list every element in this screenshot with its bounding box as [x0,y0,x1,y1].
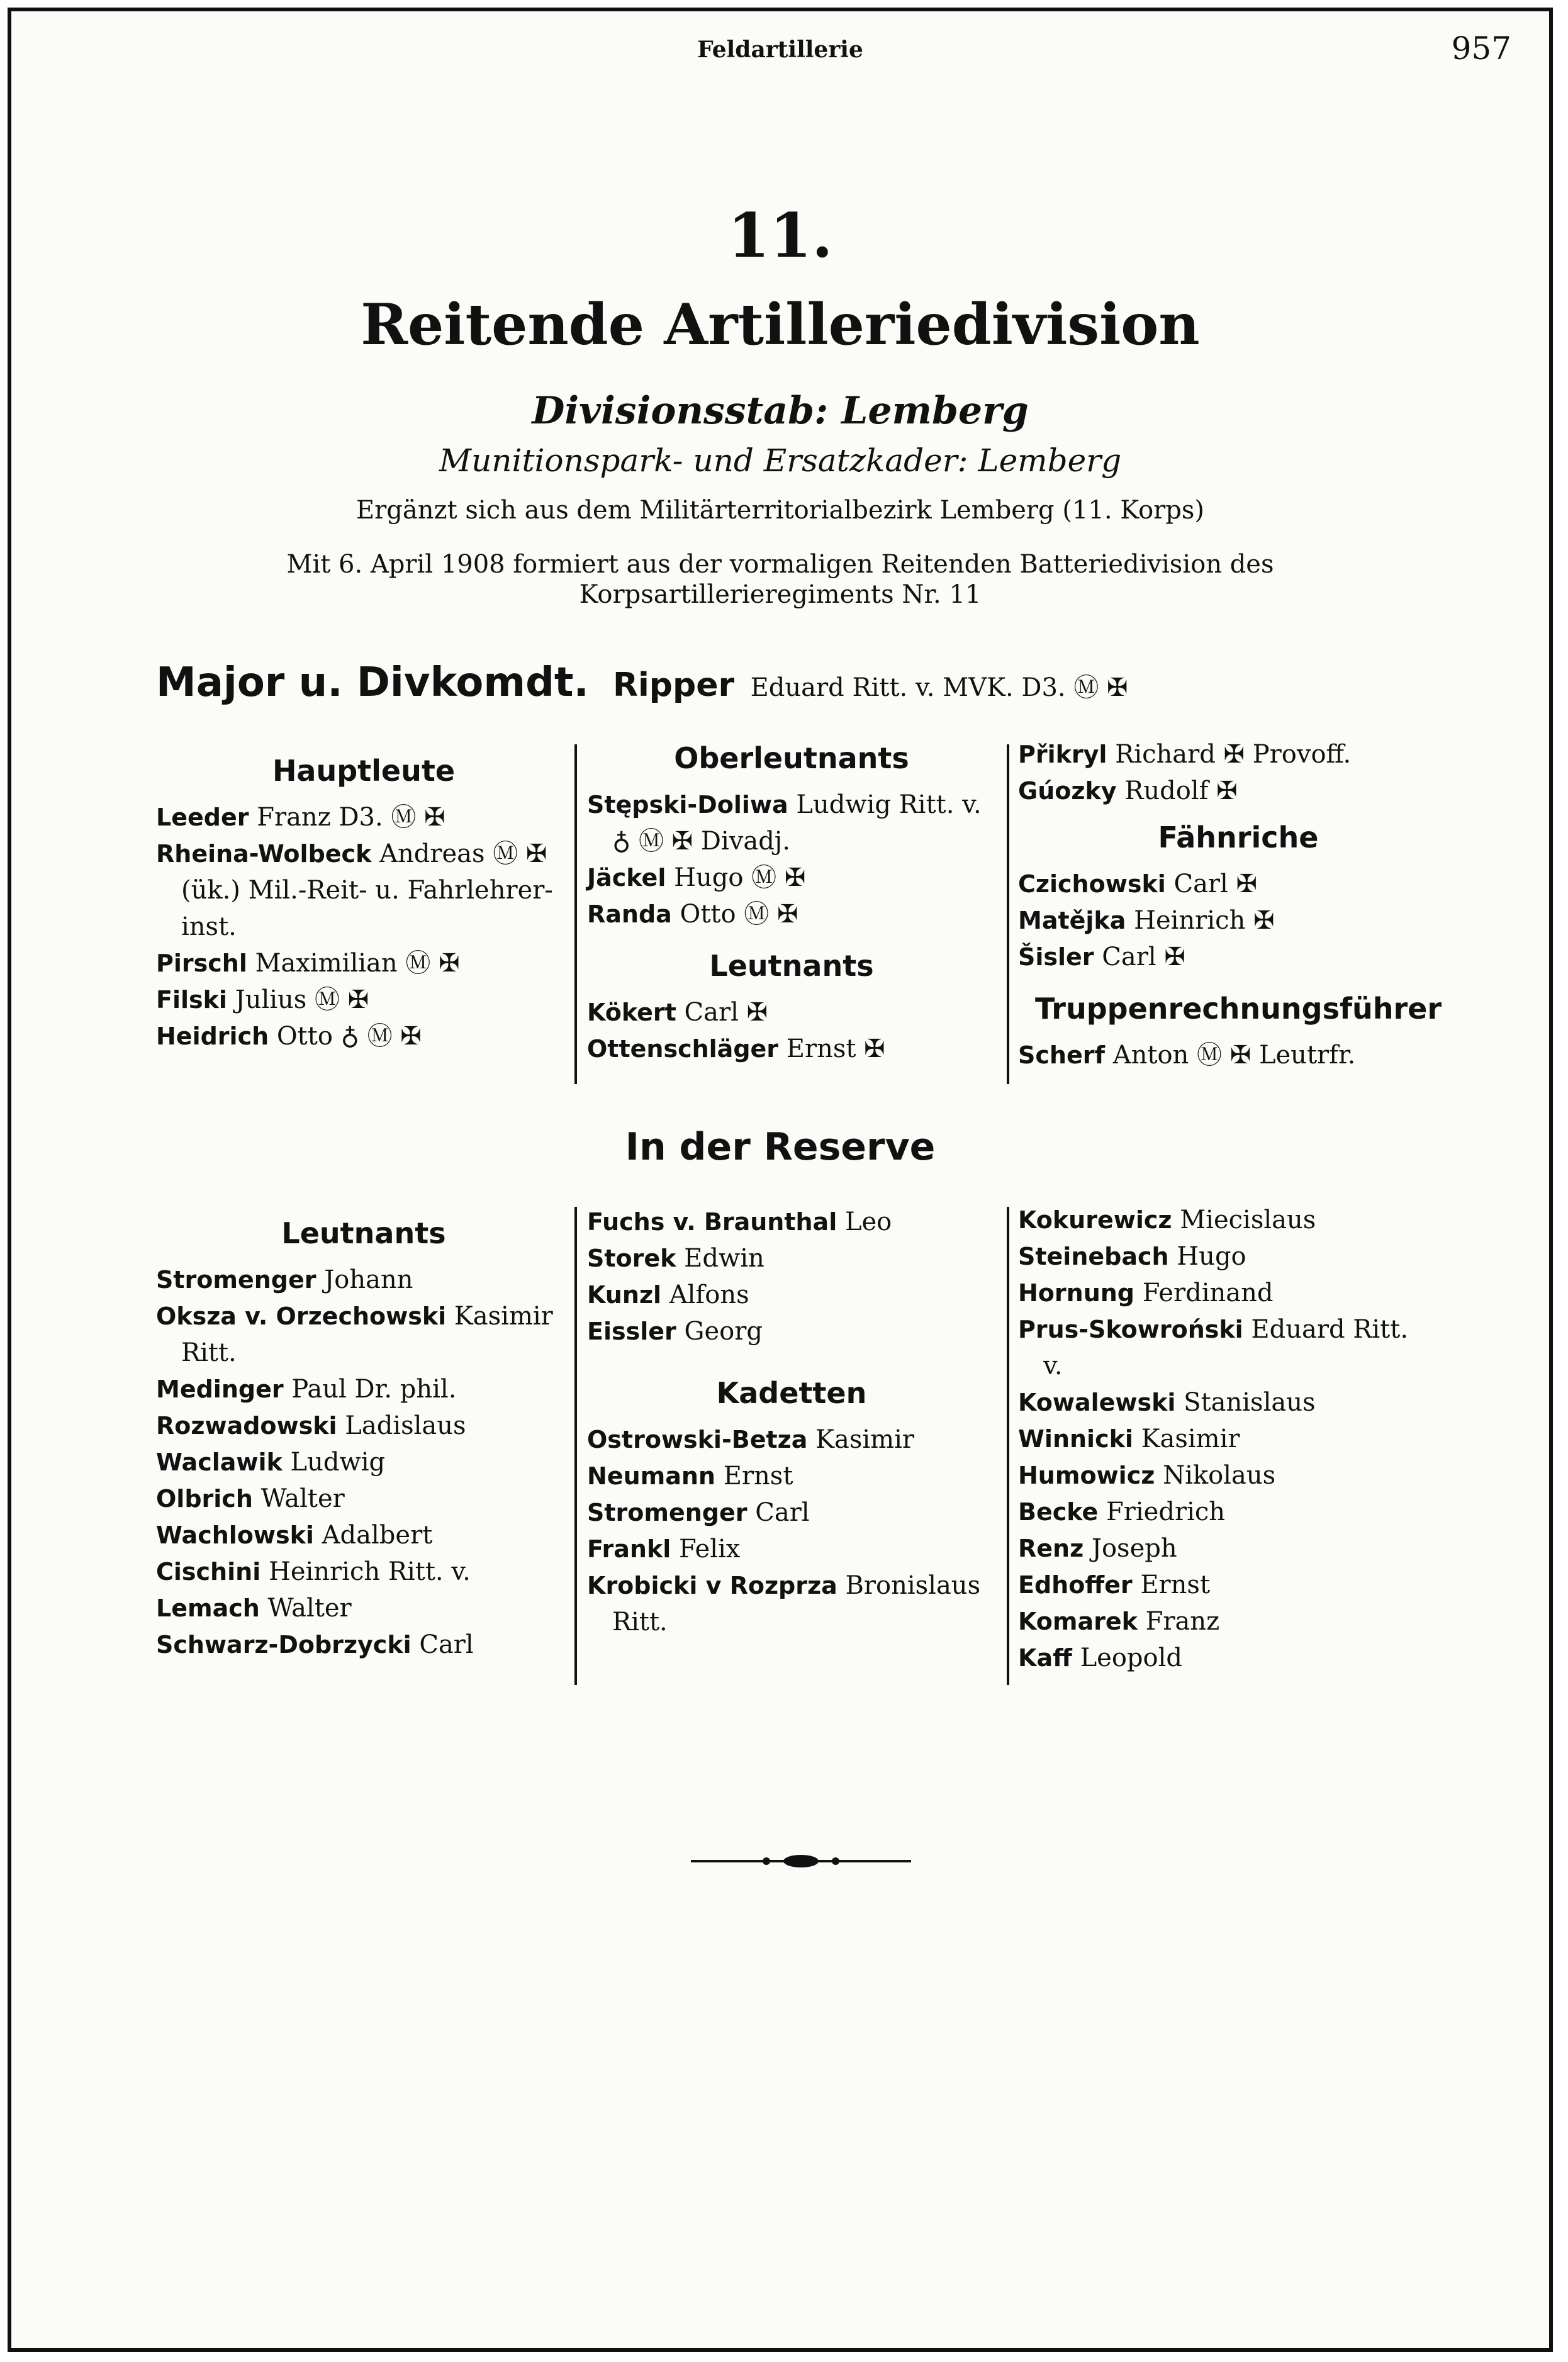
roster-list [587,994,996,1067]
section-title-faehnriche: Fähnriche [1158,820,1319,854]
reserve-col-3 [1018,1202,1459,1676]
entry-details: Julius Ⓜ ✠ [235,985,369,1014]
entry-details: Kasimir [815,1425,915,1454]
entry-surname: Pirschl [156,949,247,977]
entry-continuation: ♁ Ⓜ ✠ Divadj. [612,827,790,856]
entry-details: Carl ✠ [684,998,768,1027]
entry-details: Ludwig Ritt. v. [796,790,982,819]
entry-surname: Winnicki [1018,1425,1133,1453]
column-divider [574,1207,577,1685]
roster-entry [587,859,996,896]
running-header: Feldartillerie [697,36,863,63]
entry-surname: Medinger [156,1375,284,1403]
entry-details: Rudolf ✠ [1124,776,1238,805]
column-divider [1007,744,1009,1084]
formation-note: Mit 6. April 1908 formiert aus der vormaligen Reitenden Batteriedivision des Korpsartillerieregiments Nr. 11 [286,550,1274,609]
page-number: 957 [1451,30,1511,67]
roster-entry [1018,1202,1459,1238]
entry-surname: Lemach [156,1594,260,1622]
roster-entry [156,1298,571,1371]
roster-list [156,799,571,1055]
reserve-col-2 [587,1204,996,1640]
roster-entry [156,1371,571,1408]
roster-list [1018,1202,1459,1676]
entry-details: Otto Ⓜ ✠ [680,900,798,929]
column-divider [1007,1207,1009,1685]
roster-entry [1018,1603,1459,1640]
roster-entry [156,1517,571,1553]
entry-surname: Schwarz-Dobrzycki [156,1631,412,1659]
entry-details: Kasimir [1141,1424,1240,1453]
entry-details: Paul Dr. phil. [291,1375,457,1404]
entry-details: Anton Ⓜ ✠ Leutrfr. [1112,1041,1356,1070]
entry-continuation: v. [1043,1352,1063,1380]
roster-entry [1018,1238,1459,1275]
entry-details: Franz [1145,1607,1220,1636]
roster-entry [587,1531,996,1567]
section-title-hauptleute: Hauptleute [272,754,456,788]
reserve-title: In der Reserve [625,1125,936,1169]
entry-surname: Fuchs v. Braunthal [587,1208,837,1236]
entry-details: Kasimir [454,1302,553,1331]
roster-list [587,786,996,932]
entry-details: Eduard Ritt. [1251,1315,1409,1344]
entry-surname: Becke [1018,1498,1099,1526]
roster-entry [156,836,571,945]
entry-surname: Waclawik [156,1448,283,1476]
entry-details: Walter [260,1484,345,1513]
entry-details: Georg [684,1317,763,1346]
commander-rank: Major u. Divkomdt. [156,659,589,706]
entry-surname: Ottenschläger [587,1035,779,1063]
entry-surname: Leeder [156,803,249,831]
entry-details: Adalbert [322,1521,433,1550]
entry-details: Maximilian Ⓜ ✠ [255,949,460,978]
entry-surname: Ostrowski-Betza [587,1426,808,1453]
entry-continuation: Ritt. [181,1338,237,1367]
active-col-3 [1018,736,1459,1073]
entry-details: Ernst ✠ [786,1034,885,1063]
entry-surname: Neumann [587,1462,715,1490]
roster-list [587,1204,996,1350]
roster-entry [587,1277,996,1313]
entry-surname: Krobicki v Rozprza [587,1572,837,1599]
entry-details: Leopold [1080,1643,1182,1672]
section-title-kadetten: Kadetten [716,1376,867,1410]
section-title-leutnants: Leutnants [709,949,874,983]
depot-location: Munitionspark- und Ersatzkader: Lemberg [439,442,1122,479]
roster-entry [587,1421,996,1458]
entry-surname: Scherf [1018,1041,1105,1069]
roster-list [156,1262,571,1663]
entry-surname: Czichowski [1018,870,1166,898]
roster-entry [587,1313,996,1350]
entry-surname: Cischini [156,1558,261,1586]
roster-entry [156,1262,571,1298]
entry-details: Felix [678,1535,741,1564]
active-col-2 [587,735,996,1067]
roster-entry [587,994,996,1031]
entry-surname: Eissler [587,1318,676,1345]
entry-surname: Randa [587,900,672,928]
entry-surname: Oksza v. Orzechowski [156,1302,447,1330]
section-title-oberleutnants: Oberleutnants [674,741,909,775]
roster-list [1018,1037,1459,1073]
entry-surname: Kökert [587,999,676,1026]
entry-details: Nikolaus [1163,1461,1276,1490]
entry-surname: Jäckel [587,864,666,892]
entry-surname: Stromenger [156,1266,316,1294]
page [8,8,1553,2352]
entry-details: Ferdinand [1142,1279,1274,1307]
entry-surname: Edhoffer [1018,1571,1133,1599]
entry-surname: Kowalewski [1018,1389,1176,1416]
roster-entry [156,799,571,836]
section-title-leutnants-reserve: Leutnants [281,1216,446,1250]
roster-entry [587,1458,996,1494]
entry-details: Alfons [669,1280,749,1309]
entry-details: Johann [324,1265,413,1294]
entry-surname: Kunzl [587,1281,662,1309]
section-title-truppenrechnungsfuehrer: Truppenrechnungsführer [1034,992,1442,1026]
entry-surname: Hornung [1018,1279,1135,1307]
roster-entry [1018,1311,1459,1384]
roster-entry [587,1204,996,1240]
entry-details: Heinrich Ritt. v. [268,1557,471,1586]
entry-surname: Šisler [1018,943,1094,971]
roster-entry [1018,1275,1459,1311]
roster-entry [587,1240,996,1277]
roster-entry [1018,736,1459,773]
roster-entry [1018,1421,1459,1457]
commander-line [156,659,1128,706]
entry-details: Stanislaus [1184,1388,1316,1417]
roster-entry [1018,902,1459,939]
roster-entry [156,1590,571,1626]
ornament-divider [691,1852,911,1871]
entry-details: Carl [419,1630,474,1659]
roster-entry [156,1444,571,1480]
entry-surname: Stępski-Doliwa [587,791,788,819]
roster-entry [587,896,996,932]
entry-surname: Humowicz [1018,1462,1155,1489]
entry-details: Carl ✠ [1173,870,1258,898]
roster-list [1018,736,1459,809]
entry-details: Hugo Ⓜ ✠ [674,863,806,892]
roster-entry [1018,1384,1459,1421]
entry-details: Otto ♁ Ⓜ ✠ [276,1022,422,1051]
staff-location: Divisionsstab: Lemberg [532,389,1029,433]
roster-list [1018,866,1459,975]
roster-entry [156,1480,571,1517]
roster-entry [1018,1530,1459,1567]
entry-details: Carl [755,1498,810,1527]
roster-entry [1018,1640,1459,1676]
roster-entry [1018,1457,1459,1494]
entry-details: Edwin [684,1244,764,1273]
unit-number: 11. [727,200,833,271]
commander-name: Ripper [612,666,735,704]
entry-surname: Kokurewicz [1018,1206,1172,1234]
entry-surname: Komarek [1018,1608,1138,1635]
entry-details: Ludwig [290,1448,386,1477]
entry-details: Carl ✠ [1102,943,1185,971]
entry-surname: Steinebach [1018,1243,1169,1270]
reserve-col-1 [156,1210,571,1663]
entry-surname: Rheina-Wolbeck [156,840,372,868]
roster-entry [156,1408,571,1444]
roster-entry [1018,939,1459,975]
roster-entry [587,1567,996,1640]
entry-continuation: Ritt. [612,1608,668,1637]
entry-continuation: (ük.) Mil.-Reit- u. Fahrlehrer-inst. [181,876,553,941]
entry-details: Miecislaus [1180,1206,1316,1234]
roster-entry [1018,1494,1459,1530]
entry-details: Richard ✠ Provoff. [1115,740,1352,769]
entry-surname: Olbrich [156,1485,253,1513]
entry-details: Walter [267,1594,352,1623]
roster-entry [587,1494,996,1531]
entry-details: Ernst [723,1462,793,1491]
entry-details: Hugo [1177,1242,1246,1271]
entry-surname: Filski [156,986,227,1014]
entry-details: Friedrich [1106,1497,1226,1526]
entry-details: Joseph [1091,1534,1177,1563]
entry-surname: Frankl [587,1535,671,1563]
recruitment-district: Ergänzt sich aus dem Militärterritorialbezirk Lemberg (11. Korps) [356,496,1205,525]
entry-details: Bronislaus [845,1571,981,1600]
entry-surname: Gúozky [1018,777,1117,805]
roster-entry [156,1018,571,1055]
column-divider [574,744,577,1084]
entry-surname: Heidrich [156,1022,269,1050]
entry-surname: Storek [587,1245,676,1272]
entry-surname: Rozwadowski [156,1412,337,1440]
page-title: Reitende Artilleriedivision [361,291,1200,358]
entry-details: Leo [844,1207,892,1236]
entry-surname: Wachlowski [156,1521,314,1549]
roster-entry [1018,1567,1459,1603]
entry-surname: Kaff [1018,1644,1072,1672]
entry-surname: Prus-Skowroński [1018,1316,1243,1343]
entry-details: Andreas Ⓜ ✠ [379,839,547,868]
roster-entry [1018,1037,1459,1073]
roster-entry [156,945,571,982]
roster-entry [1018,866,1459,902]
entry-surname: Matějka [1018,907,1126,934]
entry-surname: Přikryl [1018,741,1107,768]
entry-details: Ernst [1140,1570,1211,1599]
roster-entry [156,1553,571,1590]
active-col-1 [156,747,571,1055]
entry-details: Heinrich ✠ [1134,906,1275,935]
commander-details: Eduard Ritt. v. MVK. D3. Ⓜ ✠ [750,673,1128,702]
roster-entry [156,982,571,1018]
roster-list [587,1421,996,1640]
entry-details: Franz D3. Ⓜ ✠ [257,803,445,832]
entry-surname: Stromenger [587,1499,748,1526]
roster-entry [156,1626,571,1663]
entry-details: Ladislaus [345,1411,466,1440]
entry-surname: Renz [1018,1535,1084,1562]
roster-entry [587,786,996,859]
roster-entry [1018,773,1459,809]
roster-entry [587,1031,996,1067]
